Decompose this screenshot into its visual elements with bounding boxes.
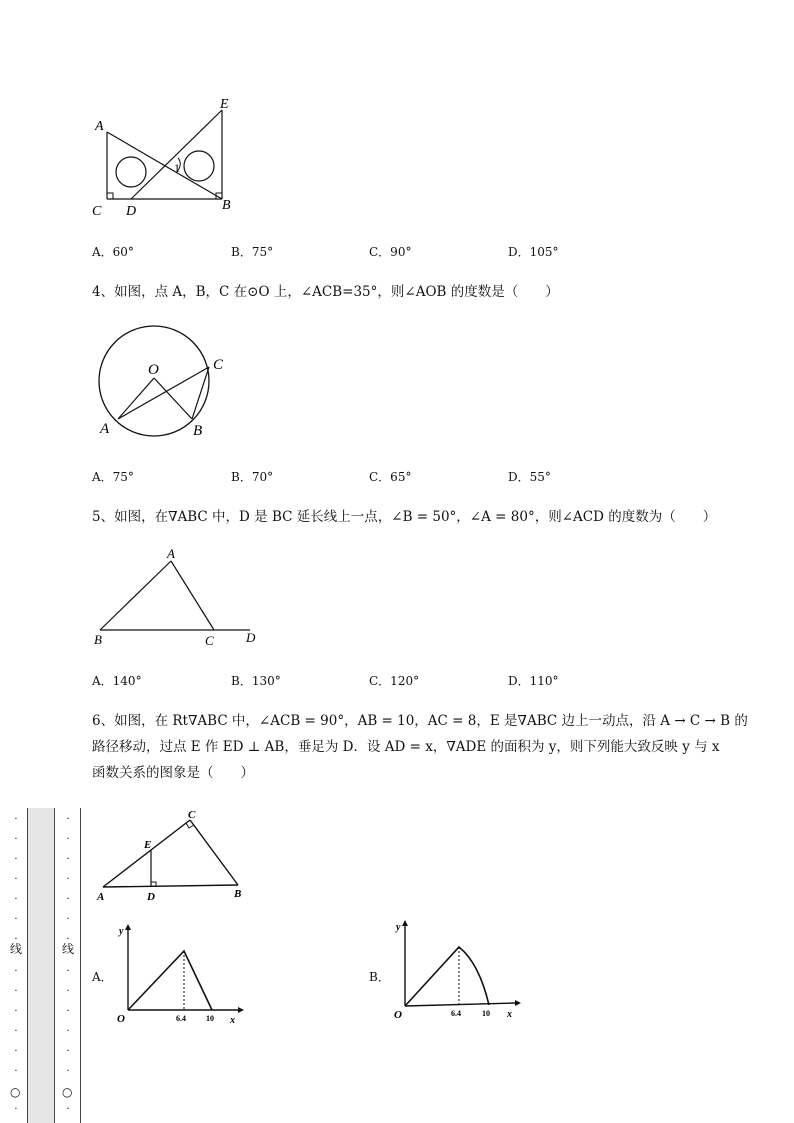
q5-label-A: A xyxy=(167,546,175,561)
q3-option-b[interactable]: B．75° xyxy=(231,245,274,259)
q6-question-line-1: 6、如图，在 Rt∇ABC 中，∠ACB = 90°，AB = 10，AC = 8，E 是∇ABC 边上一动点，沿 A → C → B 的 xyxy=(92,713,748,729)
q5-question-text: 5、如图，在∇ABC 中，D 是 BC 延长线上一点，∠B = 50°，∠A = 80°，则∠ACD 的度数为（ ） xyxy=(92,509,717,525)
q4-label-O: O xyxy=(148,362,159,378)
q5-option-b[interactable]: B．130° xyxy=(231,674,281,688)
binding-right-line xyxy=(80,808,81,1123)
binding-dots-left: · · · · · · · xyxy=(14,814,18,945)
binding-dots-right-lower: · · · · · · xyxy=(66,966,70,1077)
q6-option-b-label[interactable]: B． xyxy=(369,970,390,984)
binding-dots-left-lower: · · · · · · xyxy=(14,966,18,1077)
q4-label-C: C xyxy=(213,357,224,373)
q6a-label-x: x xyxy=(230,1015,235,1026)
q3-label-A: A xyxy=(95,119,104,134)
q6-option-b-graph[interactable] xyxy=(391,918,521,1028)
q3-label-E: E xyxy=(220,97,229,112)
q6-label-C: C xyxy=(188,809,196,821)
q4-label-A: A xyxy=(100,421,110,437)
binding-line-char-right: 线 xyxy=(62,942,75,956)
q4-figure xyxy=(92,322,242,447)
q3-label-B: B xyxy=(222,198,231,213)
q6-option-a-label[interactable]: A． xyxy=(92,970,113,984)
q6b-label-origin: O xyxy=(394,1009,402,1021)
q6b-tick-peak: 6.4 xyxy=(451,1009,461,1018)
q3-option-d[interactable]: D．105° xyxy=(508,245,559,259)
q4-option-b[interactable]: B．70° xyxy=(231,470,274,484)
q6a-label-origin: O xyxy=(117,1013,125,1025)
q6-label-A: A xyxy=(97,891,105,903)
q3-figure xyxy=(86,92,246,222)
q6-label-E: E xyxy=(144,839,152,851)
q5-option-c[interactable]: C．120° xyxy=(369,674,420,688)
q4-question-text: 4、如图，点 A，B，C 在⊙O 上，∠ACB=35°，则∠AOB 的度数是（ ） xyxy=(92,284,559,300)
binding-circle-left: ○ xyxy=(10,1085,21,1099)
q3-option-a[interactable]: A．60° xyxy=(92,245,134,259)
binding-circle-right: ○ xyxy=(62,1085,73,1099)
q3-option-c[interactable]: C．90° xyxy=(369,245,412,259)
q6-label-B: B xyxy=(234,888,242,900)
q6-label-D: D xyxy=(147,891,155,903)
q6a-tick-peak: 6.4 xyxy=(176,1014,186,1023)
q4-label-B: B xyxy=(193,423,203,439)
q6-question-line-2: 路径移动，过点 E 作 ED ⊥ AB，垂足为 D．设 AD = x，∇ADE 的面积为 y，则下列能大致反映 y 与 x xyxy=(92,739,720,755)
binding-dots-right-bottom: · xyxy=(66,1104,70,1115)
q5-label-D: D xyxy=(246,630,256,645)
q6-option-a-graph[interactable] xyxy=(114,922,244,1032)
q3-label-D: D xyxy=(126,204,137,219)
q5-option-a[interactable]: A．140° xyxy=(92,674,142,688)
q6a-label-y: y xyxy=(119,926,124,937)
q4-option-a[interactable]: A．75° xyxy=(92,470,134,484)
binding-line-char-left: 线 xyxy=(10,942,23,956)
binding-gray-bar xyxy=(27,808,55,1123)
q5-label-B: B xyxy=(94,632,102,647)
q3-angle-label: 1 xyxy=(174,161,180,175)
q5-label-C: C xyxy=(205,633,214,648)
binding-dots-right: · · · · · · · xyxy=(66,814,70,945)
q5-figure xyxy=(90,544,265,649)
q5-option-d[interactable]: D．110° xyxy=(508,674,559,688)
q6b-label-y: y xyxy=(396,922,401,933)
q6b-label-x: x xyxy=(507,1009,512,1020)
q6a-tick-end: 10 xyxy=(206,1014,214,1023)
q6-triangle-figure xyxy=(92,806,252,906)
binding-dots-left-bottom: · xyxy=(14,1104,18,1115)
q4-option-c[interactable]: C．65° xyxy=(369,470,412,484)
q6b-tick-end: 10 xyxy=(482,1009,490,1018)
q4-option-d[interactable]: D．55° xyxy=(508,470,551,484)
q3-label-C: C xyxy=(92,204,102,219)
q6-question-line-3: 函数关系的图象是（ ） xyxy=(92,765,254,781)
